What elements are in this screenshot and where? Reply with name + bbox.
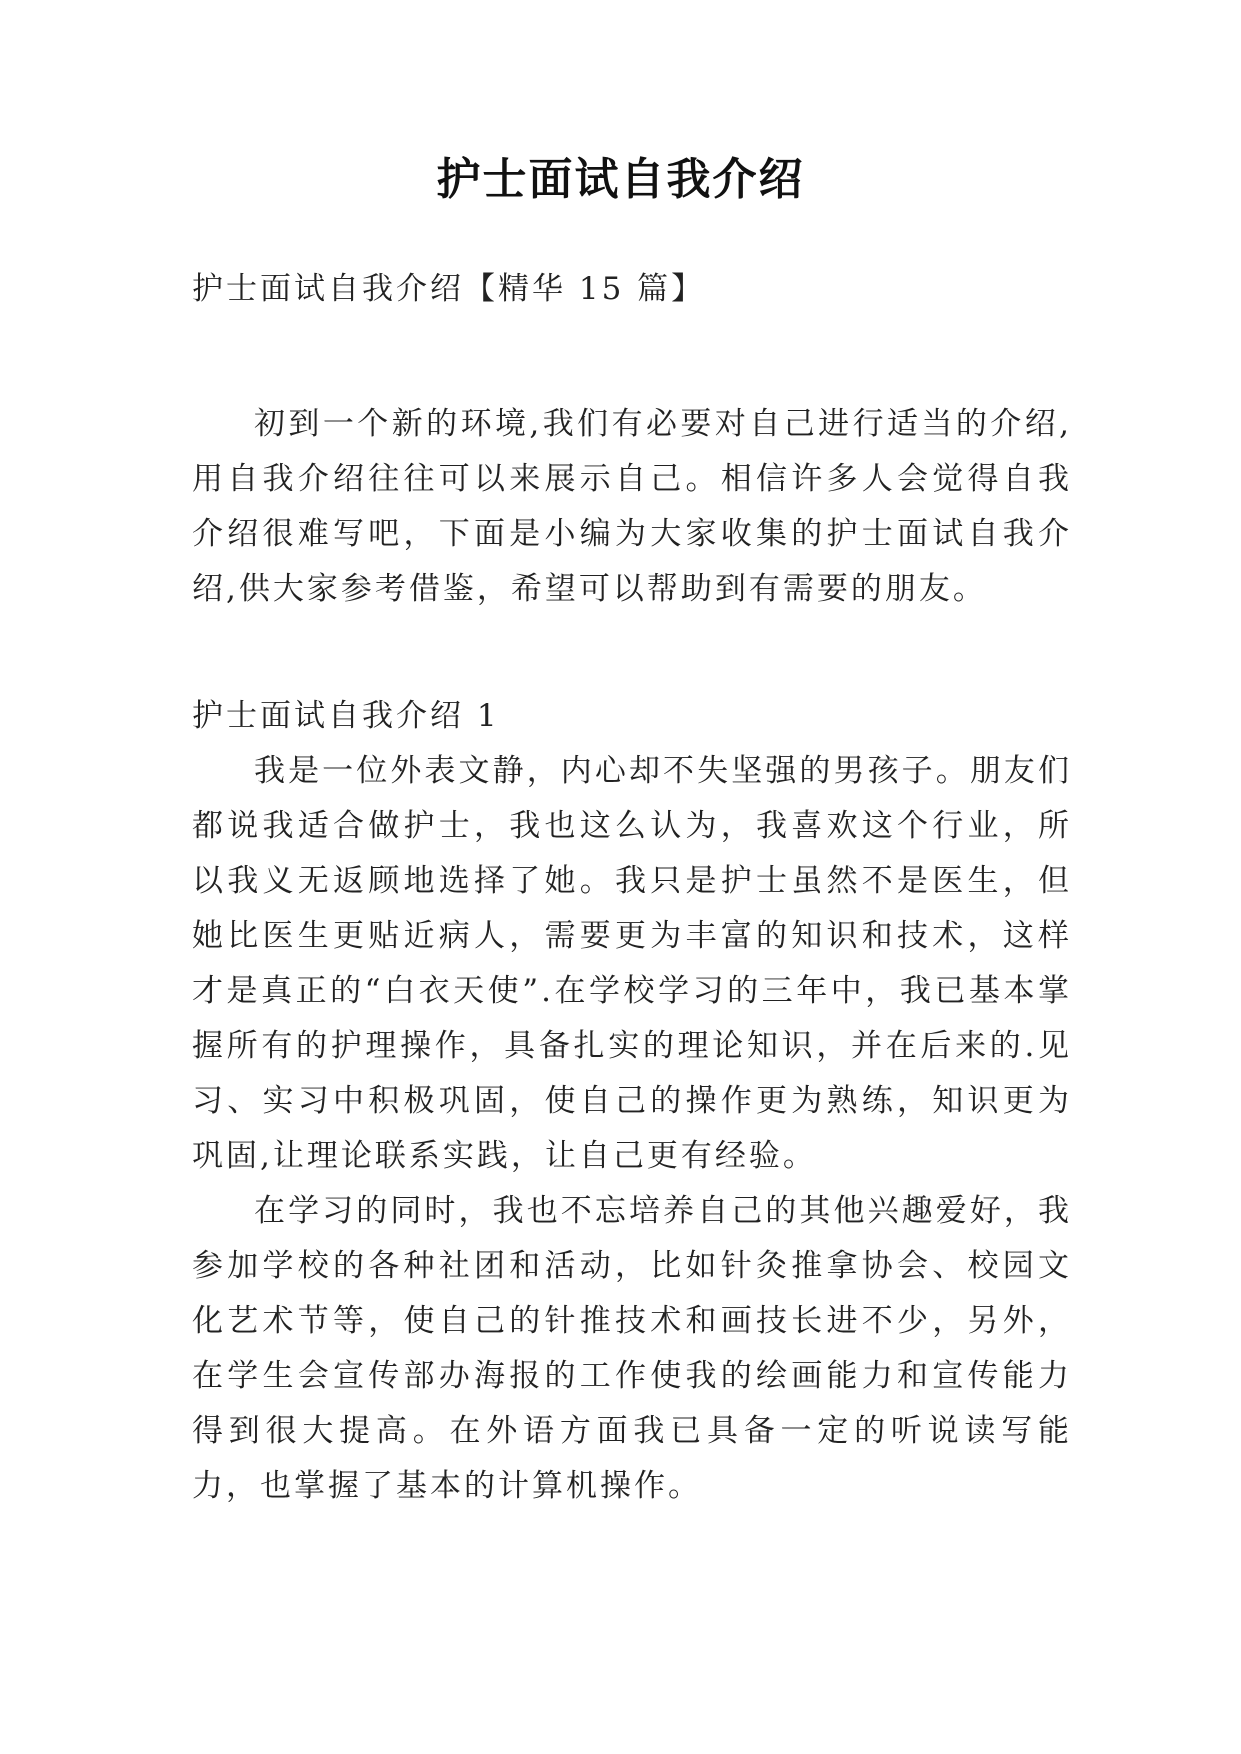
section1-paragraph-1: 我是一位外表文静，内心却不失坚强的男孩子。朋友们都说我适合做护士，我也这么认为，我喜欢这个行业，所以我义无返顾地选择了她。我只是护士虽然不是医生，但她比医生更贴近病人，需要更为丰富的知识和技术，这样才是真正的“白衣天使”.在学校学习的三年中，我已基本掌握所有的护理操作，具备扎实的理论知识，并在后来的.见习、实习中积极巩固，使自己的操作更为熟练，知识更为巩固,让理论联系实践，让自己更有经验。 bbox=[192, 753, 1072, 1174]
intro-paragraph: 初到一个新的环境,我们有必要对自己进行适当的介绍,用自我介绍往往可以来展示自己。相信许多人会觉得自我介绍很难写吧，下面是小编为大家收集的护士面试自我介绍,供大家参考借鉴，希望可以帮助到有需要的朋友。 bbox=[192, 406, 1072, 607]
document-body bbox=[192, 262, 1072, 1514]
document-title: 护士面试自我介绍 bbox=[436, 154, 805, 205]
document-subtitle: 护士面试自我介绍【精华 15 篇】 bbox=[192, 271, 706, 307]
section1-paragraph-2: 在学习的同时，我也不忘培养自己的其他兴趣爱好，我参加学校的各种社团和活动，比如针灸推拿协会、校园文化艺术节等，使自己的针推技术和画技长进不少，另外，在学生会宣传部办海报的工作使我的绘画能力和宣传能力得到很大提高。在外语方面我已具备一定的听说读写能力，也掌握了基本的计算机操作。 bbox=[192, 1193, 1072, 1504]
section-heading-1: 护士面试自我介绍 1 bbox=[192, 698, 500, 734]
